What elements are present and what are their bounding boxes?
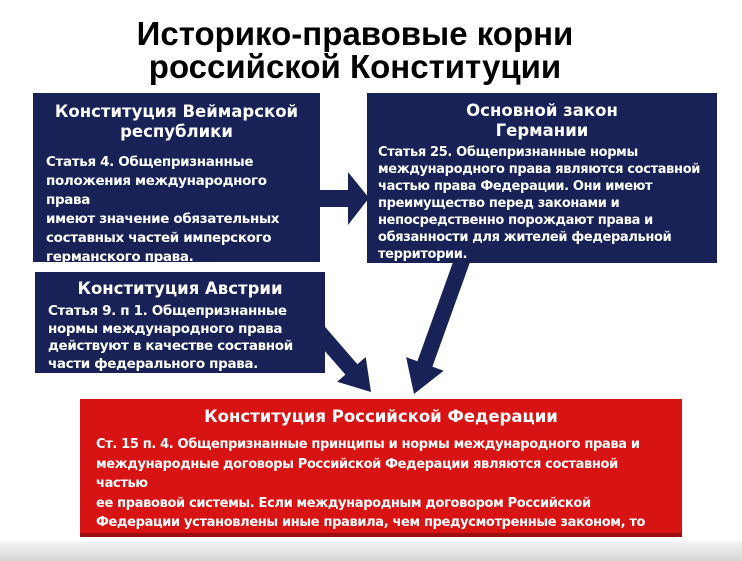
- russia-box-body-line: международные договоры Российской Федерации являются составной частью: [96, 456, 618, 491]
- austria-box-body-line: Статья 9. п 1. Общепризнанные: [48, 303, 287, 319]
- russia-box-title-line: Конституция Российской Федерации: [204, 407, 558, 426]
- weimar-box-body: [33, 153, 320, 267]
- weimar-box-body-line: имеют значение обязательных: [46, 211, 280, 227]
- weimar-constitution-box: [33, 93, 320, 265]
- russia-box-body-line: Ст. 15 п. 4. Общепризнанные принципы и нормы международного права и: [96, 437, 640, 452]
- austria-box-title: [35, 272, 325, 299]
- right-arrow-icon: [320, 172, 369, 225]
- bottom-gray-strip: [0, 541, 742, 561]
- germany-box-body-line: частью права Федерации. Они имеют: [378, 179, 653, 194]
- germany-box-body-line: Статья 25. Общепризнанные нормы: [378, 145, 638, 160]
- weimar-box-body-line: составных частей имперского: [46, 230, 272, 246]
- germany-box-title-line: Германии: [495, 121, 589, 140]
- russian-constitution-box: [80, 399, 682, 537]
- germany-box-body-line: международного права являются составной: [378, 162, 701, 177]
- austria-box-body-line: действуют в качестве составной: [48, 338, 293, 354]
- austria-box-title-line: Конституция Австрии: [77, 279, 283, 298]
- weimar-box-body-line: положения международного права: [46, 173, 267, 208]
- weimar-box-title-line: республики: [120, 122, 233, 141]
- germany-box-body: [367, 144, 717, 263]
- austria-box-body-line: части федерального права.: [48, 355, 258, 372]
- russia-box-title: [80, 399, 682, 427]
- weimar-box-body-line: германского права.: [46, 249, 194, 265]
- page-title-line: Историко-правовые корни: [136, 15, 574, 52]
- germany-box-body-line: непосредственно порождают права и: [378, 213, 653, 228]
- russia-box-body-line: Федерации установлены иные правила, чем предусмотренные законом, то: [96, 515, 646, 530]
- russia-box-body-line: ее правовой системы. Если международным договором Российской: [96, 495, 591, 511]
- weimar-box-body-line: Статья 4. Общепризнанные: [46, 154, 254, 170]
- germany-box-body-line: обязанности для жителей федеральной: [378, 230, 672, 245]
- germany-box-title-line: Основной закон: [466, 101, 618, 120]
- austria-constitution-box: [35, 272, 325, 373]
- austria-box-body: [35, 303, 325, 373]
- page-title-line: российской Конституции: [148, 48, 562, 85]
- down-left-arrow-icon: [406, 255, 470, 394]
- german-basic-law-box: [367, 93, 717, 263]
- germany-box-body-line: преимущество перед законами и: [378, 196, 620, 211]
- russia-box-body: [80, 435, 682, 552]
- germany-box-title: [367, 93, 717, 141]
- weimar-box-title: [33, 93, 320, 142]
- austria-box-body-line: нормы международного права: [48, 320, 283, 337]
- germany-box-body-line: территории.: [378, 247, 468, 262]
- weimar-box-title-line: Конституция Веймарской: [54, 102, 299, 121]
